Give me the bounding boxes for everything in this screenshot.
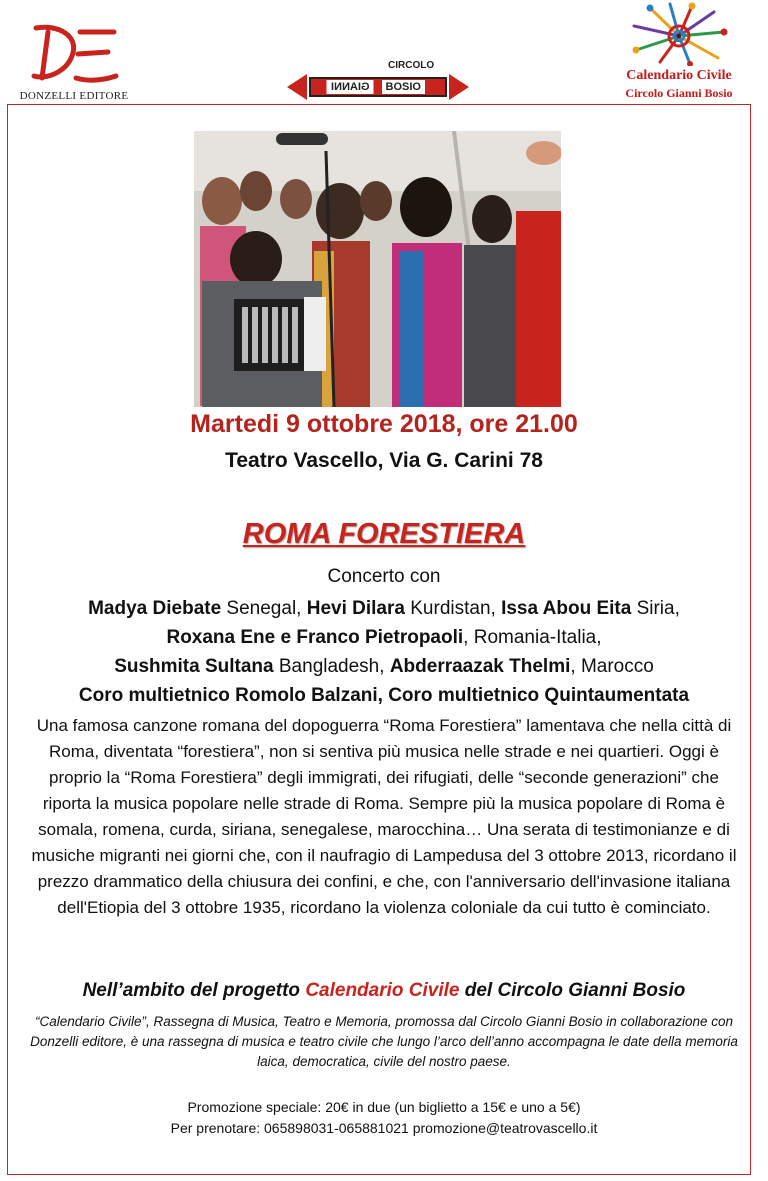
event-date: Martedi 9 ottobre 2018, ore 21.00 — [190, 410, 578, 438]
performer-name: Madya Diebate — [88, 598, 222, 619]
performer-origin: , Marocco — [570, 656, 654, 677]
circolo-bar — [309, 77, 447, 97]
rassegna-text: “Calendario Civile”, Rassegna di Musica, Teatro e Memoria, promossa dal Circolo Gianni Bosio in collaborazione con Donzelli editore, è una rassegna di musica e teatro civile che lungo l’arco dell’anno accompagna le date della memoria laica, democratica, civile del nostro paese. — [30, 1014, 738, 1069]
performer-line — [0, 623, 768, 652]
event-venue: Teatro Vascello, Via G. Carini 78 — [225, 449, 543, 472]
project-prefix: Nell’ambito del progetto — [82, 980, 306, 1001]
circolo-word: BOSIO — [382, 80, 425, 94]
project-highlight: Calendario Civile — [305, 980, 460, 1001]
concerto-label: Concerto con — [327, 566, 441, 587]
promo-block — [0, 1097, 768, 1139]
arrow-left-icon — [287, 74, 307, 100]
circolo-word-mirrored: GIANNI — [327, 80, 374, 94]
performer-origin: Senegal, — [221, 598, 307, 619]
donzelli-logo — [14, 22, 134, 104]
choir-photo — [194, 131, 561, 407]
performer-name: Roxana Ene e Franco Pietropaoli — [166, 627, 464, 648]
performer-line — [0, 681, 768, 710]
performer-name: Sushmita Sultana — [114, 656, 274, 677]
performers-list — [0, 594, 768, 710]
performer-origin: Bangladesh, — [273, 656, 390, 677]
performer-origin: Siria, — [631, 598, 680, 619]
publisher-caption: DONZELLI EDITORE — [19, 90, 129, 102]
circolo-label: CIRCOLO — [388, 60, 435, 71]
performer-name: Coro multietnico Romolo Balzani, Coro multietnico Quintaumentata — [78, 685, 690, 706]
cc-subtitle: Circolo Gianni Bosio — [625, 86, 733, 100]
event-title: ROMA FORESTIERA — [242, 518, 526, 550]
project-line — [0, 980, 768, 1002]
donzelli-monogram-icon — [28, 22, 120, 88]
performer-name: Abderraazak Thelmi — [389, 656, 571, 677]
calendario-civile-logo — [624, 2, 734, 104]
performer-name: Issa Abou Eita — [501, 598, 632, 619]
arrow-right-icon — [449, 74, 469, 100]
performer-line — [0, 594, 768, 623]
performer-origin: , Romania-Italia, — [463, 627, 602, 648]
starburst-icon — [630, 2, 728, 66]
booking-line: Per prenotare: 065898031-065881021 promozione@teatrovascello.it — [170, 1120, 598, 1136]
performer-origin: Kurdistan, — [404, 598, 502, 619]
circolo-gianni-bosio-logo — [287, 60, 469, 102]
performer-line — [0, 652, 768, 681]
performer-name: Hevi Dilara — [306, 598, 405, 619]
event-description: Una famosa canzone romana del dopoguerra “Roma Forestiera” lamentava che nella città di Roma, diventata “forestiera”, non si sentiva più musica nelle strade e nei quartieri. Oggi è proprio la “Roma Forestiera” degli immigrati, dei rifugiati, delle “seconde generazioni” che riporta la musica popolare nelle strade di Roma. Sempre più la musica popolare di Roma è somala, romena, curda, siriana, senegalese, marocchina… Una serata di testimonianze e di musiche migranti nei giorni che, con il naufragio di Lampedusa del 3 ottobre 2013, ricordano il prezzo drammatico della chiusura dei confini, e che, con l'anniversario dell'invasione italiana dell'Etiopia del 3 ottobre 1935, ricordano la violenza coloniale da cui tutto è cominciato. — [31, 716, 737, 917]
promo-line: Promozione speciale: 20€ in due (un biglietto a 15€ e uno a 5€) — [187, 1099, 581, 1115]
project-suffix: del Circolo Gianni Bosio — [459, 980, 686, 1001]
cc-title: Calendario Civile — [626, 68, 732, 83]
choir-image — [194, 131, 561, 407]
